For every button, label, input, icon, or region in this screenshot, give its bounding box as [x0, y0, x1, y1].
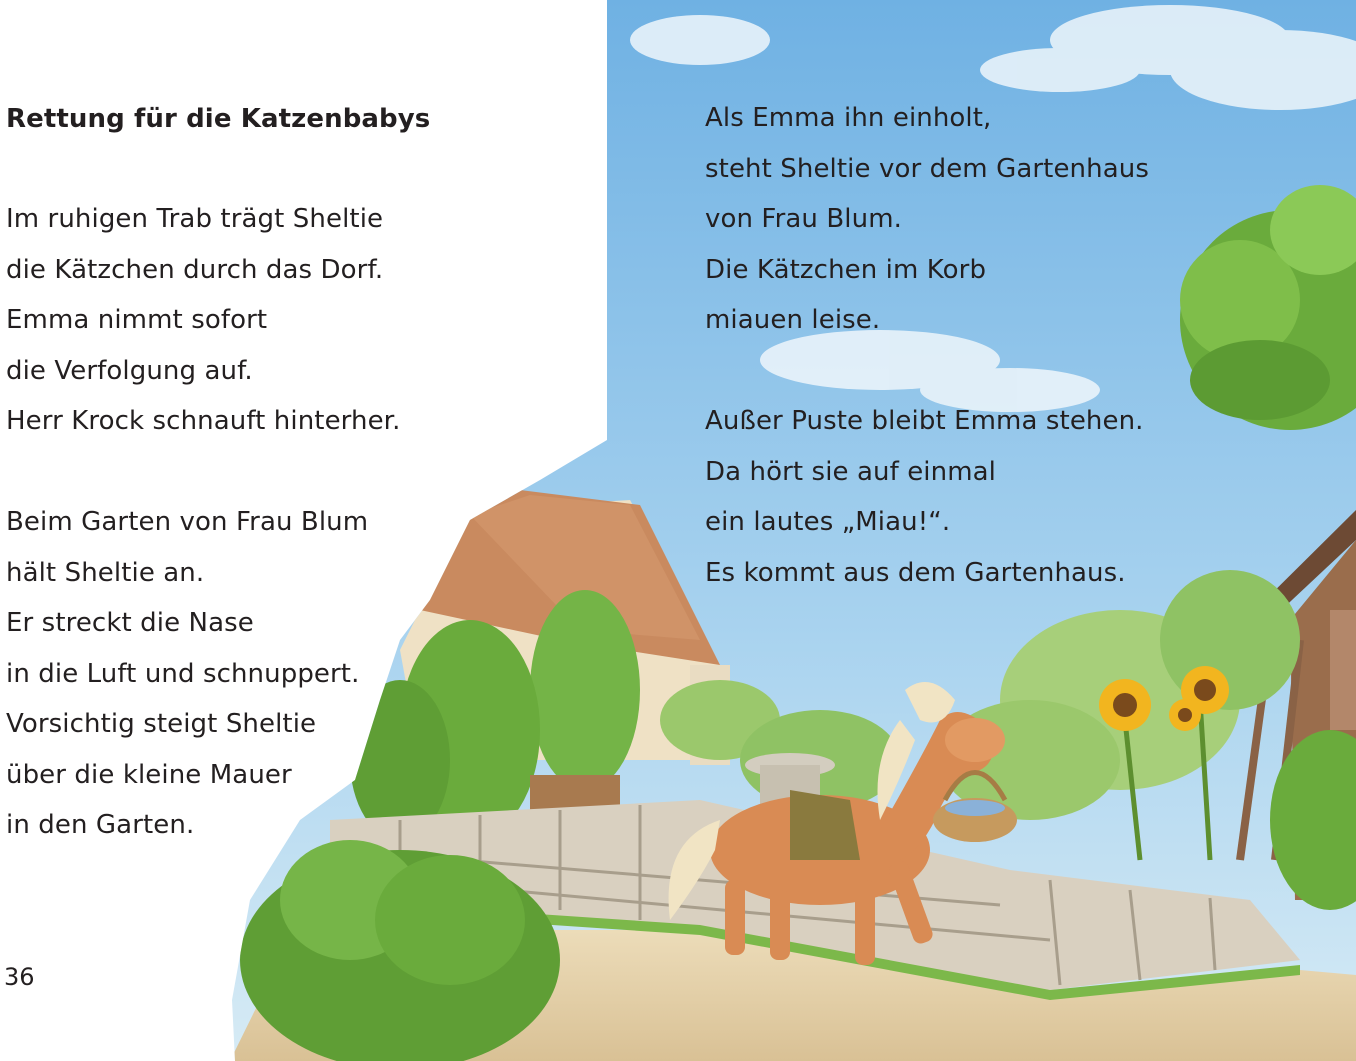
- right-paragraph-2: [705, 396, 1144, 598]
- text-line: steht Sheltie vor dem Gartenhaus: [705, 153, 1149, 184]
- text-line: Die Kätzchen im Korb: [705, 254, 987, 285]
- text-line: in den Garten.: [6, 810, 195, 840]
- left-paragraph-1: [6, 194, 400, 447]
- left-paragraph-2: [6, 497, 368, 851]
- text-line: Im ruhigen Trab trägt Sheltie: [6, 204, 384, 234]
- text-line: Beim Garten von Frau Blum: [6, 507, 369, 537]
- text-line: Als Emma ihn einholt,: [705, 103, 992, 133]
- text-line: Es kommt aus dem Gartenhaus.: [705, 557, 1126, 588]
- text-line: miauen leise.: [705, 305, 881, 335]
- text-line: Er streckt die Nase: [6, 608, 254, 638]
- text-line: Außer Puste bleibt Emma stehen.: [705, 406, 1144, 436]
- text-line: hält Sheltie an.: [6, 557, 205, 588]
- text-line: Emma nimmt sofort: [6, 305, 268, 335]
- text-line: Vorsichtig steigt Sheltie: [6, 709, 317, 739]
- title-block: [6, 94, 430, 144]
- page-title: Rettung für die Katzenbabys: [6, 104, 431, 134]
- text-line: über die kleine Mauer: [6, 759, 292, 790]
- text-line: ein lautes „Miau!“.: [705, 507, 951, 537]
- text-line: die Kätzchen durch das Dorf.: [6, 254, 384, 285]
- text-line: in die Luft und schnuppert.: [6, 658, 360, 689]
- page-number: 36: [4, 963, 35, 991]
- text-line: die Verfolgung auf.: [6, 355, 253, 386]
- text-line: von Frau Blum.: [705, 204, 902, 234]
- text-line: Herr Krock schnauft hinterher.: [6, 406, 401, 436]
- right-paragraph-1: [705, 93, 1149, 346]
- text-line: Da hört sie auf einmal: [705, 456, 996, 487]
